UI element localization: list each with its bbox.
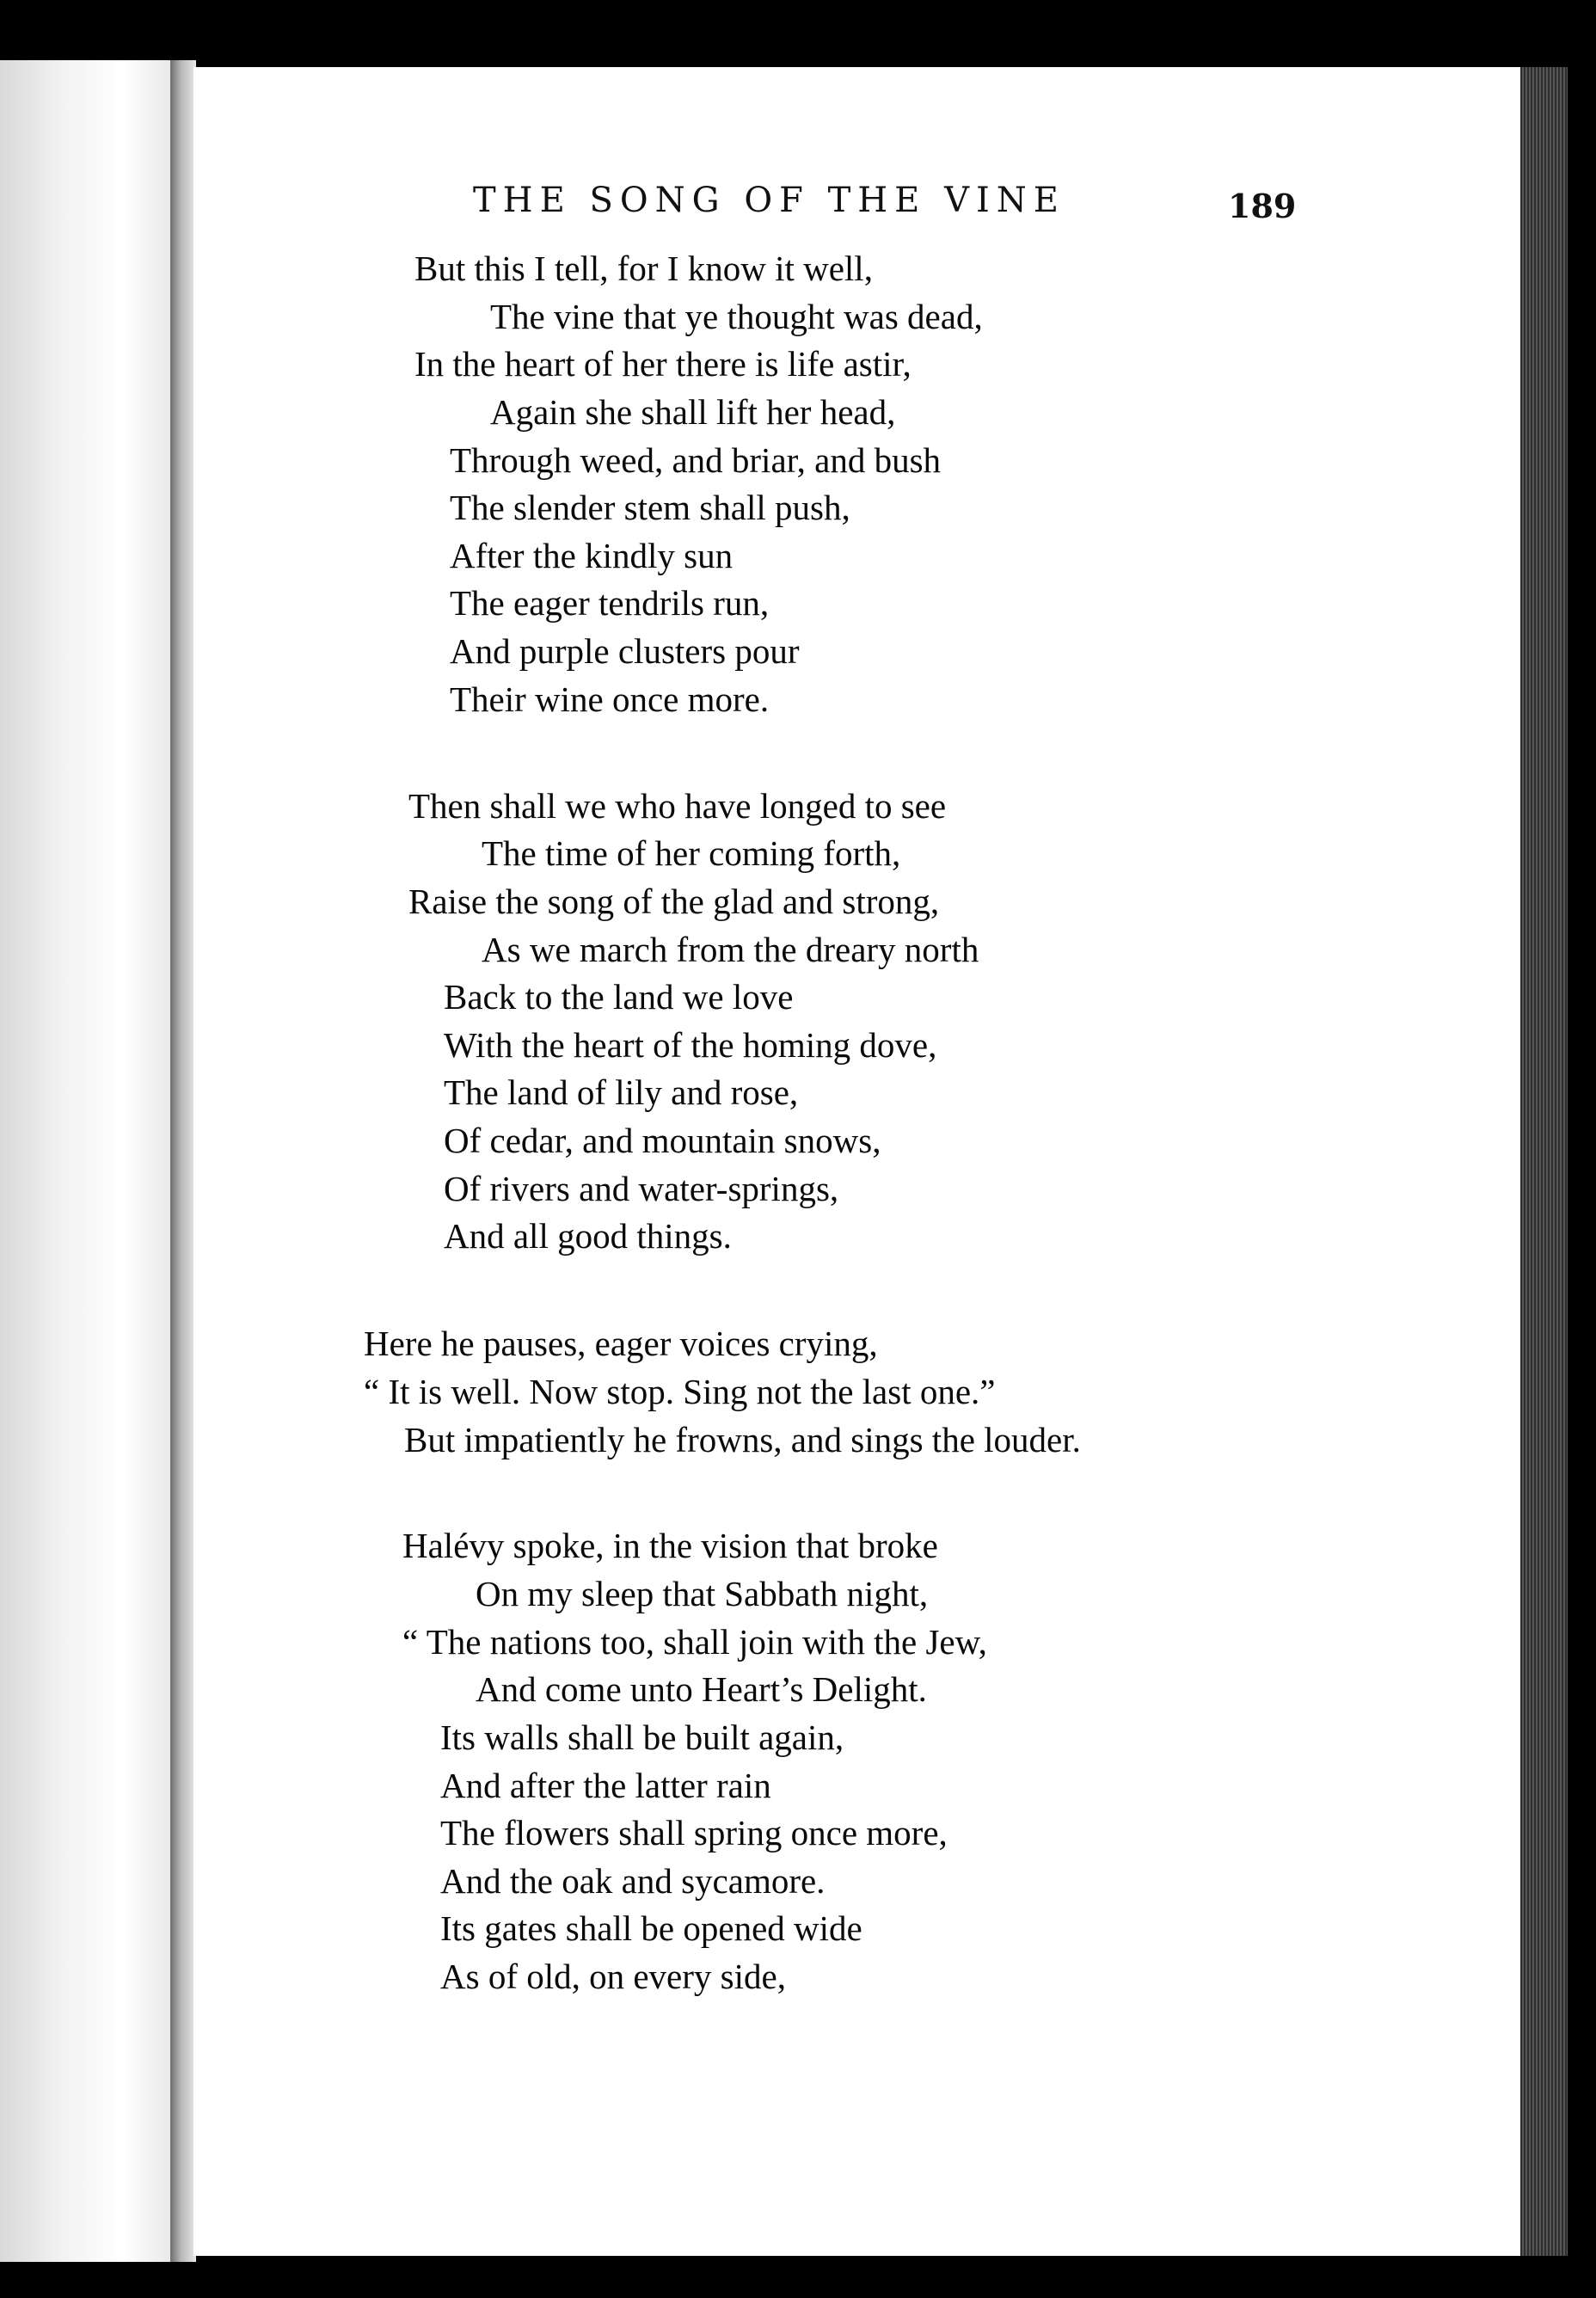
verse-line: Of cedar, and mountain snows, — [444, 1121, 881, 1160]
verse-line: After the kindly sun — [450, 536, 734, 575]
prose-line: Here he pauses, eager voices crying, — [364, 1324, 878, 1363]
running-head: THE SONG OF THE VINE — [473, 181, 1065, 220]
verse-line: And the oak and sycamore. — [440, 1861, 826, 1901]
verse-line: As of old, on every side, — [440, 1957, 786, 1996]
verse-line: And purple clusters pour — [450, 631, 800, 671]
verse-line: The slender stem shall push, — [450, 488, 850, 527]
verse-line: And come unto Heart’s Delight. — [476, 1669, 927, 1709]
verse-line: On my sleep that Sabbath night, — [476, 1574, 929, 1613]
verse-line: Back to the land we love — [444, 977, 794, 1017]
verse-line: Again she shall lift her head, — [490, 392, 896, 432]
prose-line: But impatiently he frowns, and sings the louder. — [404, 1420, 1081, 1459]
verse-line: The eager tendrils run, — [450, 583, 770, 623]
page-number: 189 — [1228, 187, 1297, 225]
verse-line: Through weed, and briar, and bush — [450, 440, 942, 480]
verse-line: The flowers shall spring once more, — [440, 1813, 948, 1853]
verse-line: Then shall we who have longed to see — [408, 786, 947, 826]
verse-line: The vine that ye thought was dead, — [490, 297, 983, 336]
verse-line: Their wine once more. — [450, 679, 770, 719]
verse-line: “ The nations too, shall join with the Jew, — [402, 1622, 987, 1662]
verse-line: Halévy spoke, in the vision that broke — [402, 1526, 938, 1565]
verse-line: The time of her coming forth, — [482, 833, 901, 873]
verse-line: Its gates shall be opened wide — [440, 1908, 862, 1948]
verse-line: In the heart of her there is life astir, — [414, 344, 912, 384]
verse-line: Raise the song of the glad and strong, — [408, 882, 940, 921]
verse-line: And all good things. — [444, 1216, 732, 1256]
verse-line: As we march from the dreary north — [482, 930, 979, 969]
verse-line: And after the latter rain — [440, 1766, 771, 1805]
verse-line: The land of lily and rose, — [444, 1072, 799, 1112]
prose-line: “ It is well. Now stop. Sing not the last one.” — [364, 1372, 996, 1411]
verse-line: Its walls shall be built again, — [440, 1717, 844, 1757]
verse-line: With the heart of the homing dove, — [444, 1025, 937, 1065]
verse-line: Of rivers and water-springs, — [444, 1169, 839, 1208]
verse-line: But this I tell, for I know it well, — [414, 249, 873, 288]
